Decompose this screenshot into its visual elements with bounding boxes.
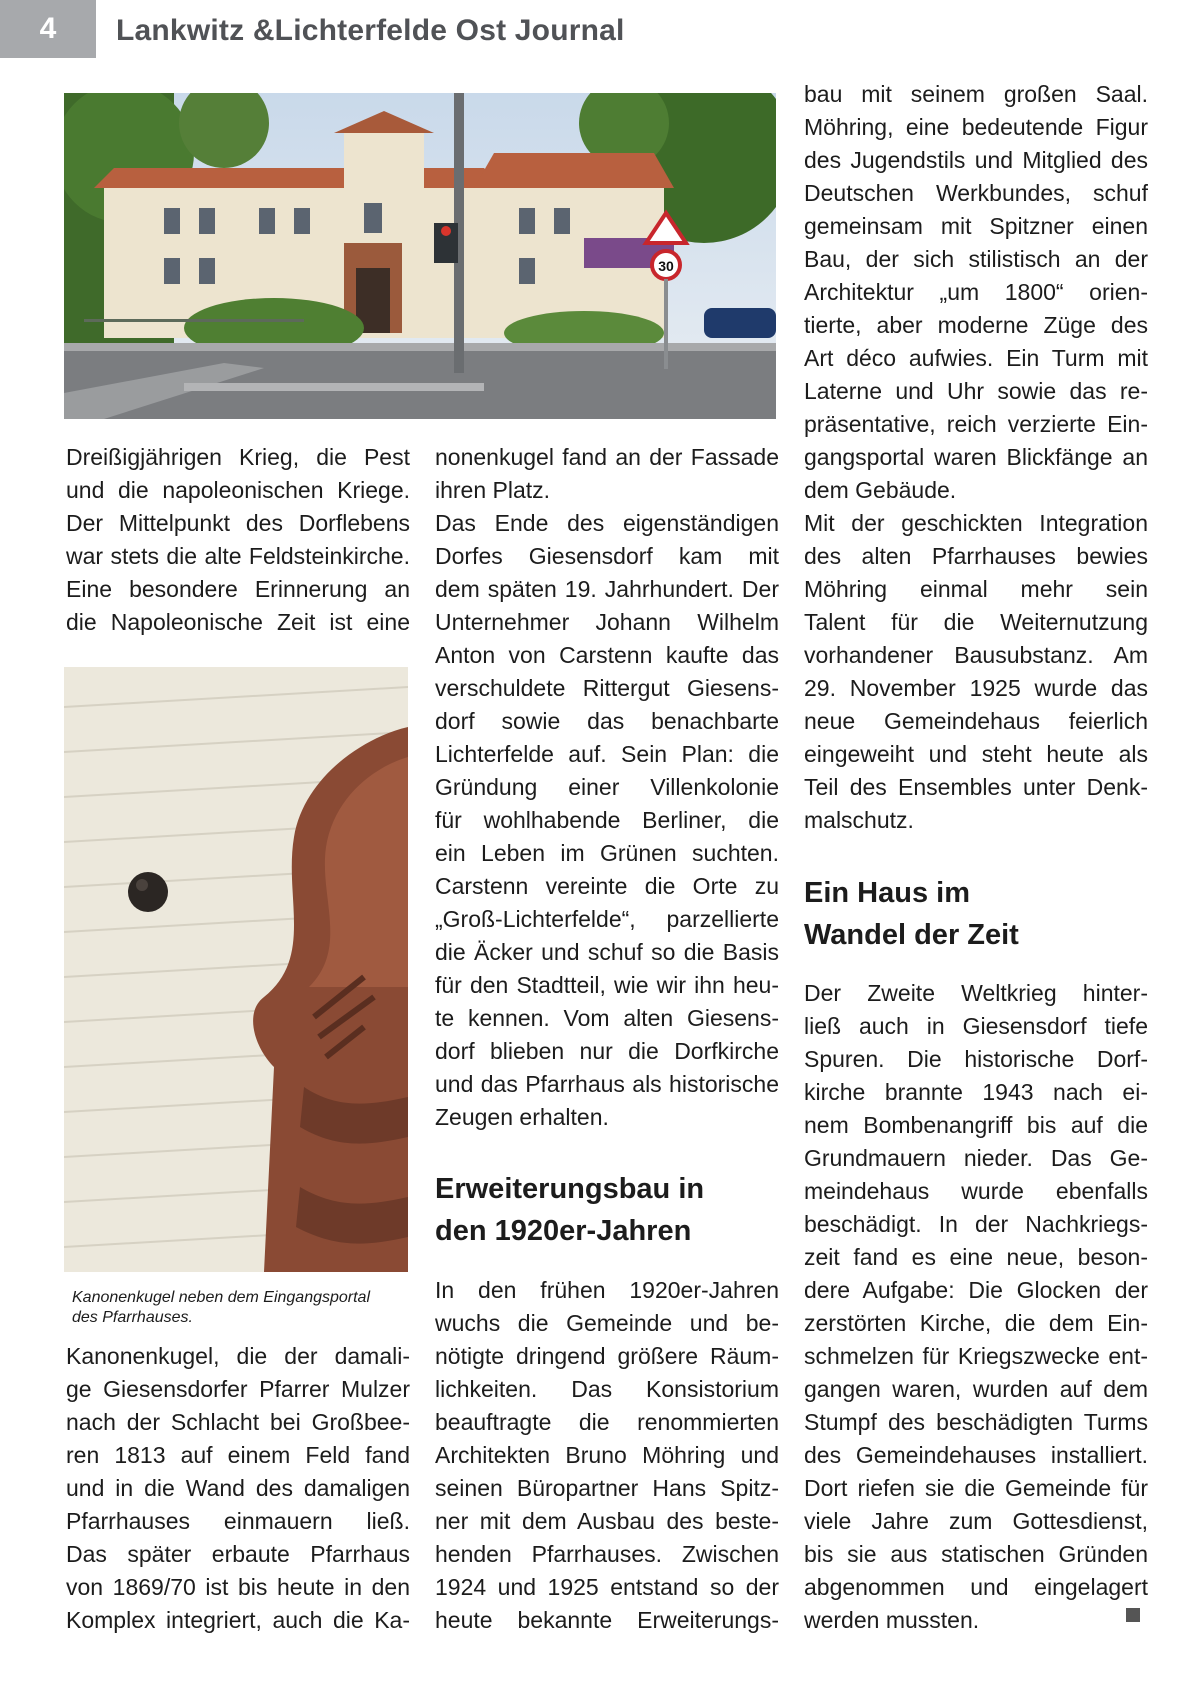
text-line: gangsportal waren Blickfänge an <box>804 444 1148 470</box>
text-line: kirche brannte 1943 nach ei- <box>804 1079 1148 1105</box>
text-line: eingeweiht und steht heute als <box>804 741 1148 767</box>
text-line: Das später erbaute Pfarrhaus <box>66 1541 410 1567</box>
text-line: dorf sowie das benachbarte <box>435 708 779 734</box>
photo-caption <box>72 1288 412 1328</box>
text-line: von 1869/70 ist bis heute in den <box>66 1574 410 1600</box>
text-line: Stumpf des beschädigten Turms <box>804 1409 1148 1435</box>
text-line: Dort riefen sie die Gemeinde für <box>804 1475 1148 1501</box>
text-line: verschuldete Rittergut Giesens- <box>435 675 779 701</box>
text-line: zerstörten Kirche, die dem Ein- <box>804 1310 1148 1336</box>
text-line: ihren Platz. <box>435 477 551 503</box>
text-line: ren 1813 auf einem Feld fand <box>66 1442 410 1468</box>
text-line: bis sie aus statischen Gründen <box>804 1541 1148 1567</box>
text-line: Teil des Ensembles unter Denk- <box>804 774 1148 800</box>
text-line: Kanonenkugel, die der damali- <box>66 1343 410 1369</box>
text-line: bau mit seinem großen Saal. <box>804 81 1148 107</box>
text-line: und die napoleonischen Kriege. <box>66 477 410 503</box>
text-line: Spuren. Die historische Dorf- <box>804 1046 1148 1072</box>
text-line: Dorfes Giesensdorf kam mit <box>435 543 779 569</box>
text-line: abgenommen und eingelagert <box>804 1574 1148 1600</box>
text-line: „Groß-Lichterfelde“, parzellierte <box>435 906 779 932</box>
text-line: ein Leben im Grünen suchten. <box>435 840 779 866</box>
article-end-square-icon <box>1126 1608 1140 1622</box>
text-line: Der Mittelpunkt des Dorflebens <box>66 510 410 536</box>
page-number: 4 <box>0 0 96 58</box>
text-line: neue Gemeindehaus feierlich <box>804 708 1148 734</box>
text-line: Komplex integriert, auch die Ka- <box>66 1607 410 1633</box>
text-line: beschädigt. In der Nachkriegs- <box>804 1211 1148 1237</box>
journal-title: Lankwitz &Lichterfelde Ost Journal <box>116 14 625 47</box>
text-line: des Gemeindehauses installiert. <box>804 1442 1148 1468</box>
section-heading-erweiterungsbau <box>435 1168 704 1252</box>
text-line: Lichterfelde auf. Sein Plan: die <box>435 741 779 767</box>
text-line: Unternehmer Johann Wilhelm <box>435 609 779 635</box>
heading-line: Ein Haus im <box>804 877 970 909</box>
text-line: nötigte dringend größere Räum- <box>435 1343 779 1369</box>
text-line: Architekten Bruno Möhring und <box>435 1442 779 1468</box>
text-line: heute bekannte Erweiterungs- <box>435 1607 779 1633</box>
text-line: ner mit dem Ausbau des beste- <box>435 1508 779 1534</box>
text-line: nem Bombenangriff bis auf die <box>804 1112 1148 1138</box>
text-line: 29. November 1925 wurde das <box>804 675 1148 701</box>
text-line: Architektur „um 1800“ orien- <box>804 279 1148 305</box>
text-line: gemeinsam mit Spitzner einen <box>804 213 1148 239</box>
text-line: und in die Wand des damaligen <box>66 1475 410 1501</box>
text-line: Art déco aufwies. Ein Turm mit <box>804 345 1148 371</box>
text-line: Pfarrhauses einmauern ließ. <box>66 1508 410 1534</box>
text-line: des Jugendstils und Mitglied des <box>804 147 1148 173</box>
cannonball-photo <box>64 667 408 1272</box>
text-line: malschutz. <box>804 807 914 833</box>
text-line: Anton von Carstenn kaufte das <box>435 642 779 668</box>
text-line: werden mussten. <box>804 1607 980 1633</box>
text-line: Dreißigjährigen Krieg, die Pest <box>66 444 410 470</box>
text-line: Möhring einmal mehr sein <box>804 576 1148 602</box>
text-line: war stets die alte Feldsteinkirche. <box>66 543 410 569</box>
text-line: Eine besondere Erinnerung an <box>66 576 410 602</box>
text-line: schmelzen für Kriegszwecke ent- <box>804 1343 1148 1369</box>
col3-bottom-paragraph <box>804 977 1148 1637</box>
col3-top-paragraph <box>804 78 1148 837</box>
text-line: gangen waren, wurden auf dem <box>804 1376 1148 1402</box>
text-line: te kennen. Vom alten Giesens- <box>435 1005 779 1031</box>
text-line: meindehaus wurde ebenfalls <box>804 1178 1148 1204</box>
text-line: und das Pfarrhaus als historische <box>435 1071 779 1097</box>
text-line: ließ auch in Giesensdorf tiefe <box>804 1013 1148 1039</box>
caption-line: des Pfarrhauses. <box>72 1309 193 1326</box>
text-line: für wohlhabende Berliner, die <box>435 807 779 833</box>
speed-limit-sign: 30 <box>658 258 674 274</box>
pfarrhaus-photo <box>64 93 776 419</box>
text-line: 1924 und 1925 entstand so der <box>435 1574 779 1600</box>
text-line: Das Ende des eigenständigen <box>435 510 779 536</box>
col2-top-paragraph <box>435 441 779 1134</box>
text-line: Der Zweite Weltkrieg hinter- <box>804 980 1148 1006</box>
text-line: dem Gebäude. <box>804 477 957 503</box>
text-line: henden Pfarrhauses. Zwischen <box>435 1541 779 1567</box>
text-line: lichkeiten. Das Konsistorium <box>435 1376 779 1402</box>
text-line: nonenkugel fand an der Fassade <box>435 444 779 470</box>
text-line: In den frühen 1920er-Jahren <box>435 1277 779 1303</box>
text-line: seinen Büropartner Hans Spitz- <box>435 1475 779 1501</box>
text-line: die Napoleonische Zeit ist eine <box>66 609 410 635</box>
text-line: Deutschen Werkbundes, schuf <box>804 180 1148 206</box>
text-line: Zeugen erhalten. <box>435 1104 609 1130</box>
text-line: Carstenn vereinte die Orte zu <box>435 873 779 899</box>
col1-bottom-paragraph <box>66 1340 410 1637</box>
text-line: präsentative, reich verzierte Ein- <box>804 411 1148 437</box>
text-line: Grundmauern nieder. Das Ge- <box>804 1145 1148 1171</box>
heading-line: den 1920er-Jahren <box>435 1215 692 1247</box>
section-heading-ein-haus <box>804 872 1019 956</box>
caption-line: Kanonenkugel neben dem Eingangsportal <box>72 1289 371 1306</box>
text-line: viele Jahre zum Gottesdienst, <box>804 1508 1148 1534</box>
text-line: nach der Schlacht bei Großbee- <box>66 1409 410 1435</box>
text-line: des alten Pfarrhauses bewies <box>804 543 1148 569</box>
text-line: ge Giesensdorfer Pfarrer Mulzer <box>66 1376 410 1402</box>
text-line: dere Aufgabe: Die Glocken der <box>804 1277 1148 1303</box>
text-line: Gründung einer Villenkolonie <box>435 774 779 800</box>
text-line: tierte, aber moderne Züge des <box>804 312 1148 338</box>
text-line: die Äcker und schuf so die Basis <box>435 939 779 965</box>
text-line: vorhandener Bausubstanz. Am <box>804 642 1148 668</box>
text-line: für den Stadtteil, wie wir ihn heu- <box>435 972 779 998</box>
text-line: Bau, der sich stilistisch an der <box>804 246 1148 272</box>
text-line: Laterne und Uhr sowie das re- <box>804 378 1148 404</box>
col1-top-paragraph <box>66 441 410 639</box>
heading-line: Erweiterungsbau in <box>435 1173 705 1205</box>
text-line: dorf blieben nur die Dorfkirche <box>435 1038 779 1064</box>
text-line: dem späten 19. Jahrhundert. Der <box>435 576 779 602</box>
text-line: wuchs die Gemeinde und be- <box>435 1310 779 1336</box>
text-line: beauftragte die renommierten <box>435 1409 779 1435</box>
text-line: Talent für die Weiternutzung <box>804 609 1148 635</box>
heading-line: Wandel der Zeit <box>804 919 1019 951</box>
col2-bottom-paragraph <box>435 1274 779 1637</box>
text-line: Möhring, eine bedeutende Figur <box>804 114 1148 140</box>
text-line: Mit der geschickten Integration <box>804 510 1148 536</box>
text-line: zeit fand es eine neue, beson- <box>804 1244 1148 1270</box>
